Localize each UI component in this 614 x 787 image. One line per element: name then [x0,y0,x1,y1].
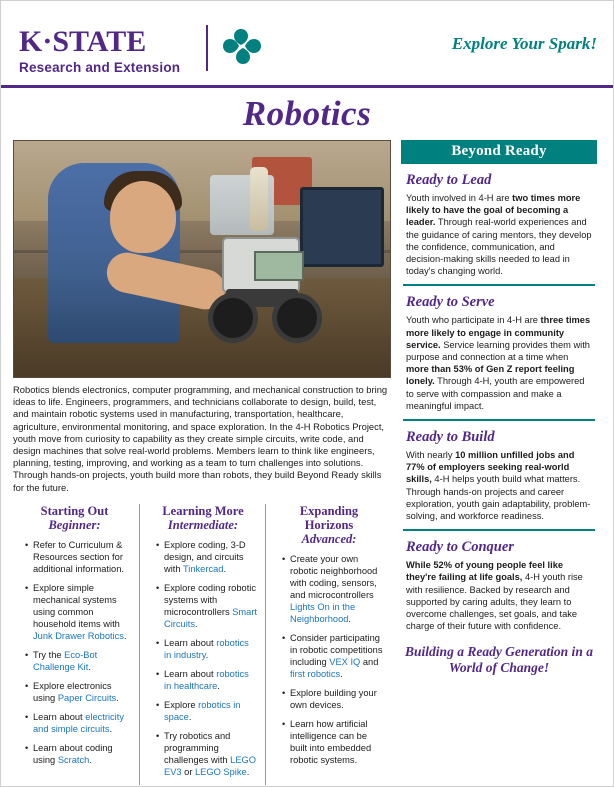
section-title: Ready to Conquer [406,539,514,556]
beyond-ready-sidebar [401,140,597,785]
list-item: • Learn about robotics in industry. [158,637,258,661]
section-body: While 52% of young people feel like they're failing at life goals, 4-H youth rise with resilience. Backed by research and supported by caring adults, they learn to overcome challenges, set goals, and take charge of their future with confidence. [406,560,583,632]
section-title: Ready to Lead [406,172,492,188]
list-item: • Create your own robotic neighborhood with coding, sensors, and microcontrollers Lights On in the Neighborhood. [284,553,384,625]
page-title: Robotics [242,94,372,133]
kstate-wordmark: K·STATE [19,25,147,58]
level-advanced [265,504,391,785]
tagline: Explore Your Spark! [451,34,597,53]
section-ready-to-lead [401,164,597,277]
section-ready-to-build [401,421,597,522]
list-item: • Learn how artificial intelligence can be built into embedded robotic systems. [284,718,384,766]
section-title: Ready to Build [406,429,495,446]
list-item: • Explore building your own devices. [284,687,384,711]
page-body [1,134,613,785]
level-intermediate-subtitle: Intermediate: [167,517,239,532]
section-body: Youth involved in 4-H are two times more likely to have the goal of becoming a leader. Through real-world experiences and the guidance of caring mentors, they develop the confidence, communication, and decision-making skills needed to lead in today's changing world. [406,193,592,277]
level-advanced-heading [274,504,384,546]
section-ready-to-serve [401,286,597,412]
list-item: • Learn about electricity and simple circuits. [27,711,132,735]
list-item: • Explore robotics in space. [158,699,258,723]
section-ready-to-conquer [401,531,597,632]
list-item: • Explore electronics using Paper Circuits. [27,680,132,704]
level-beginner-list [17,539,132,766]
list-item: • Explore simple mechanical systems using common household items with Junk Drawer Robotics. [27,582,132,642]
level-advanced-list [274,553,384,766]
level-intermediate-heading [148,504,258,532]
header-divider-rule [1,85,613,88]
level-beginner [13,504,139,785]
level-beginner-heading [17,504,132,532]
section-title: Ready to Serve [406,294,495,311]
intro-paragraph: Robotics blends electronics, computer programming, and mechanical construction to bring ideas to life. Engineers, programmers, and technicians collaborate to design, build, test, and maintain robotic systems used in manufacturing, transportation, healthcare, agriculture, environmental monitoring, and space exploration. In the 4-H Robotics Project, youth move from curiosity to capability as they create simple circuits, write code, and design machines that solve real-world problems. Members learn to think like engineers, planning, testing, improving, and working as a team to turn challenges into solutions. Through hands-on projects, youth build more than robots, they build Beyond Ready skills for the future. [13,384,388,493]
four-leaf-clover-icon [219,25,265,71]
closing-statement: Building a Ready Generation in a World of Change! [405,644,593,676]
level-beginner-title: Starting Out [40,503,109,518]
main-content-column [13,140,393,785]
level-advanced-subtitle: Advanced: [301,531,357,546]
section-body: With nearly 10 million unfilled jobs and 77% of employers seeking real-world skills, 4-H helps youth build what matters. Through hands-on projects and career exploration, youth gain adaptability, problem-solving, and workforce readiness. [406,450,591,522]
list-item: • Learn about robotics in healthcare. [158,668,258,692]
list-item: • Learn about coding using Scratch. [27,742,132,766]
list-item: • Try robotics and programming challenges with LEGO EV3 or LEGO Spike. [158,730,258,778]
level-beginner-subtitle: Beginner: [48,517,101,532]
page-header [1,1,613,87]
list-item: • Refer to Curriculum & Resources section for additional information. [27,539,132,575]
level-advanced-title: Expanding Horizons [299,503,359,532]
level-intermediate-title: Learning More [162,503,244,518]
level-intermediate-list [148,539,258,778]
kstate-logo [19,27,199,75]
list-item: • Try the Eco-Bot Challenge Kit. [27,649,132,673]
logo-divider [206,25,208,71]
project-levels [13,504,393,785]
section-body: Youth who participate in 4-H are three times more likely to engage in community service. Service learning provides them with purpose and connection at a time when more than 53% of Gen Z report feeling lonely. Through 4-H, youth are empowered to serve with compassion and make a meaningful impact. [406,315,591,411]
list-item: • Explore coding, 3-D design, and circuits with Tinkercad. [158,539,258,575]
robotics-photo [13,140,391,378]
beyond-ready-heading: Beyond Ready [401,140,597,164]
level-intermediate [139,504,265,785]
kstate-subtitle: Research and Extension [19,60,181,75]
list-item: • Consider participating in robotic competitions including VEX IQ and first robotics. [284,632,384,680]
list-item: • Explore coding robotic systems with microcontrollers Smart Circuits. [158,582,258,630]
